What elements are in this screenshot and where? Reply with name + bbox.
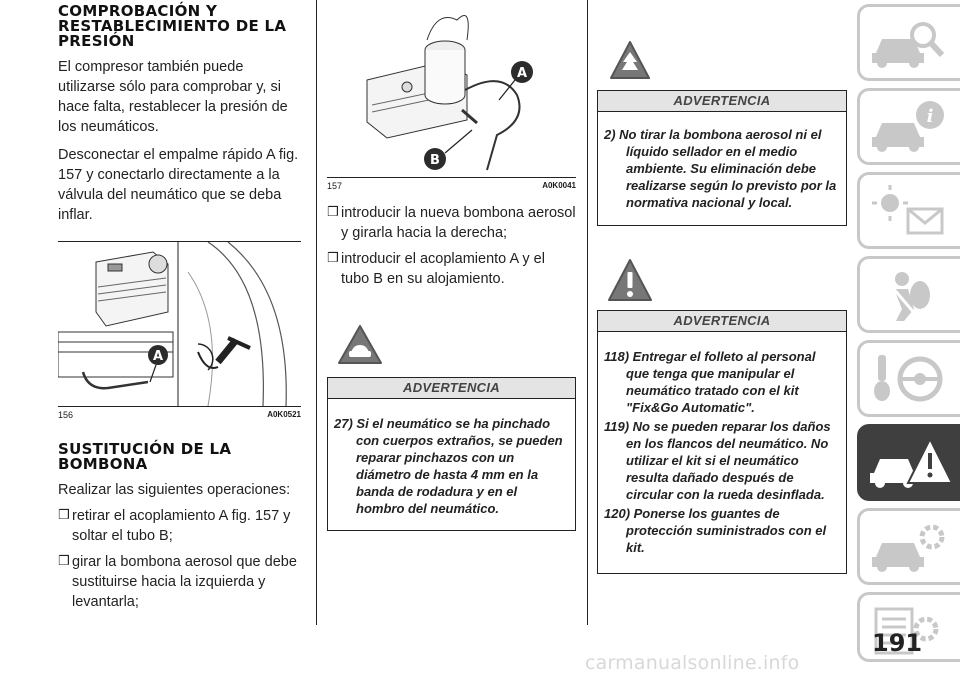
list-item: ❒ retirar el acoplamiento A fig. 157 y soltar el tubo B; [58, 506, 301, 546]
column-2 [327, 0, 576, 531]
warning-item: 2) No tirar la bombona aerosol ni el líquido sellador en el medio ambiente. Su eliminación debe realizarse según lo previsto por la normativa nacional y local. [604, 127, 837, 210]
column-3 [597, 0, 847, 574]
car-info-icon [868, 97, 953, 161]
fig157-label-a: A [516, 66, 528, 81]
warning-box-2 [597, 90, 847, 226]
warning-box-1 [327, 377, 576, 531]
key-steering-icon [868, 349, 953, 413]
car-search-icon [868, 13, 953, 77]
warning-box-3 [597, 310, 847, 574]
compressor-wheel-illustration [58, 242, 301, 406]
section-title-cylinder: SUSTITUCIÓN DE LA BOMBONA [58, 440, 232, 473]
warning-item: 119) No se pueden reparar los daños en los flancos del neumático. No utilizar el kit si el neumático resulta dañado después de circular con la rueda desinflada. [604, 419, 831, 502]
page-number: 191 [872, 629, 923, 657]
fig157-label-b: B [430, 153, 440, 168]
warning-header: ADVERTENCIA [598, 311, 846, 332]
figure-156-number: 156 [58, 410, 74, 420]
list-item: ❒ girar la bombona aerosol que debe sustituirse hacia la izquierda y levantarla; [58, 552, 301, 612]
figure-157-caption [327, 181, 576, 191]
warning-item: 27) Si el neumático se ha pinchado con cuerpos extraños, se pueden reparar pinchazos con un diámetro de hasta 4 mm en la banda de rodadura y en el hombro del neumático. [334, 416, 563, 516]
warning-item: 120) Ponerse los guantes de protección suministrados con el kit. [604, 506, 827, 555]
list-item: ❒ introducir la nueva bombona aerosol y girarla hacia la derecha; [327, 203, 576, 243]
figure-156 [58, 241, 301, 407]
environment-warning-icon [607, 38, 653, 84]
tab-car-search[interactable] [857, 4, 960, 81]
bullet-list-1 [58, 506, 301, 612]
bullet-list-2 [327, 203, 576, 289]
airbag-seat-icon [868, 265, 953, 329]
compressor-cylinder-illustration [327, 0, 576, 177]
car-warning-icon [868, 433, 953, 497]
column-1 [58, 4, 301, 612]
warning-header: ADVERTENCIA [328, 378, 575, 399]
tab-car-tools[interactable] [857, 508, 960, 585]
figure-156-code: A0K0521 [267, 410, 301, 419]
tab-dashboard-lights[interactable] [857, 172, 960, 249]
tab-car-info[interactable] [857, 88, 960, 165]
figure-156-caption [58, 410, 301, 420]
figure-157-code: A0K0041 [542, 181, 576, 190]
exclamation-warning-icon [605, 256, 655, 306]
column-divider [316, 0, 317, 625]
dashboard-lights-icon [868, 181, 953, 245]
tab-airbag-seat[interactable] [857, 256, 960, 333]
car-tools-icon [868, 517, 953, 581]
warning-header: ADVERTENCIA [598, 91, 846, 112]
car-skid-warning-icon [335, 321, 385, 371]
section-title-pressure: COMPROBACIÓN Y RESTABLECIMIENTO DE LA PRESIÓN [58, 2, 287, 50]
paragraph-disconnect: Desconectar el empalme rápido A fig. 157 y conectarlo directamente a la válvula del neumático que se deba inflar. [58, 147, 299, 223]
column-divider [587, 0, 588, 625]
figure-157-number: 157 [327, 181, 343, 191]
watermark: carmanualsonline.info [585, 652, 800, 674]
warning-item: 118) Entregar el folleto al personal que tenga que manipular el neumático tratado con el kit "Fix&Go Automatic". [604, 349, 816, 415]
svg-text:i: i [926, 106, 934, 127]
paragraph-compressor: El compresor también puede utilizarse sólo para comprobar y, si hace falta, restablecer la presión de los neumáticos. [58, 59, 288, 135]
paragraph-operations: Realizar las siguientes operaciones: [58, 482, 291, 498]
figure-157 [327, 0, 576, 178]
list-item: ❒ introducir el acoplamiento A y el tubo B en su alojamiento. [327, 249, 576, 289]
tab-key-steering[interactable] [857, 340, 960, 417]
fig156-label-a: A [152, 349, 164, 364]
tab-car-warning[interactable] [857, 424, 960, 501]
